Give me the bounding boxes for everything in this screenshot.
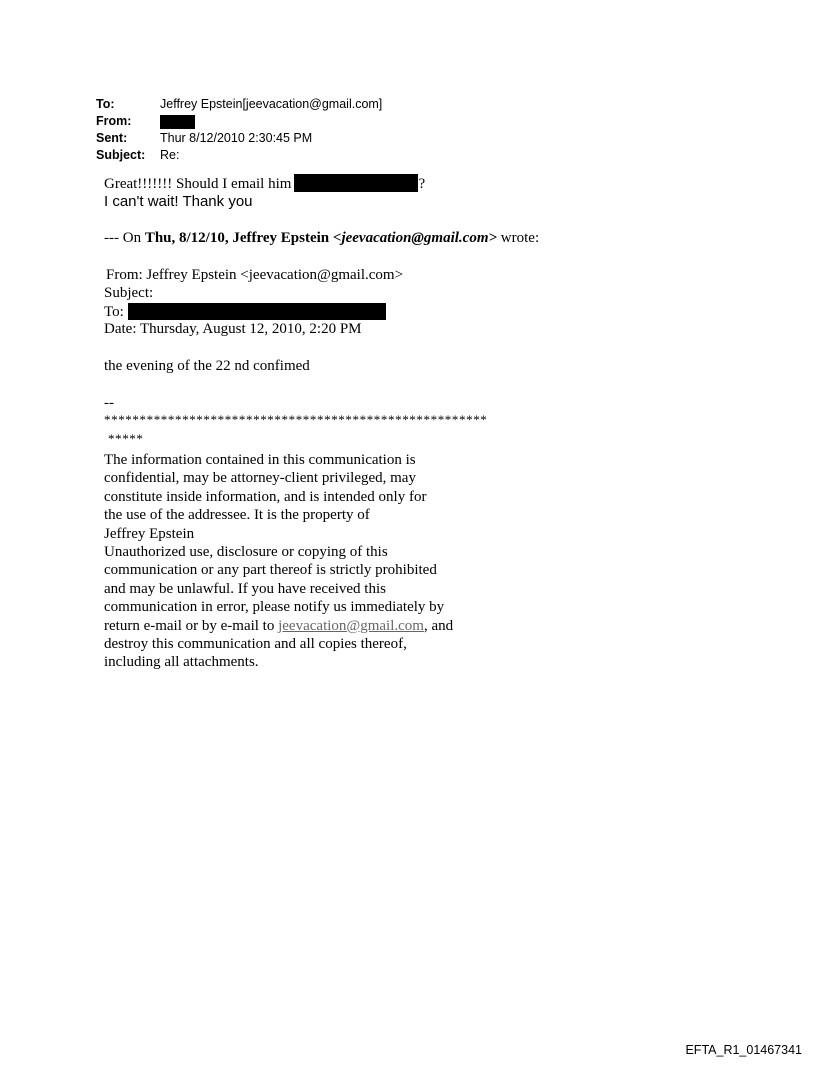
disclaimer-line: the use of the addressee. It is the property of xyxy=(104,507,370,524)
return-suffix: , and xyxy=(423,617,454,634)
confidentiality-disclaimer xyxy=(104,451,453,672)
signature-stars: ****************************************************** xyxy=(104,412,488,427)
quote-suffix: wrote: xyxy=(497,230,540,246)
disclaimer-line: communication or any part thereof is strictly prohibited xyxy=(104,562,437,579)
return-prefix: return e-mail or by e-mail to xyxy=(104,617,279,634)
disclaimer-line: confidential, may be attorney-client privileged, may xyxy=(104,470,416,487)
disclaimer-line: Jeffrey Epstein xyxy=(104,525,195,542)
sent-label: Sent: xyxy=(96,131,128,145)
to-value: Jeffrey Epstein[jeevacation@gmail.com] xyxy=(160,97,383,111)
quoted-to-line xyxy=(104,303,386,321)
header-from-row xyxy=(96,113,382,130)
disclaimer-return-line xyxy=(104,617,453,635)
disclaimer-line: The information contained in this communication is xyxy=(104,452,416,468)
email-link[interactable]: jeevacation@gmail.com xyxy=(278,617,424,634)
sent-value: Thur 8/12/2010 2:30:45 PM xyxy=(160,131,313,145)
disclaimer-line: Unauthorized use, disclosure or copying of this xyxy=(104,544,388,561)
disclaimer-line: constitute inside information, and is intended only for xyxy=(104,488,427,505)
redaction-block xyxy=(160,115,195,129)
header-to-row xyxy=(96,96,382,113)
quoted-body: the evening of the 22 nd confimed xyxy=(104,358,310,374)
redaction-block xyxy=(294,174,418,192)
email-header xyxy=(96,96,382,164)
quoted-subject: Subject: xyxy=(104,285,154,301)
disclaimer-line: and may be unlawful. If you have received this xyxy=(104,580,386,597)
reply-line-2: I can't wait! Thank you xyxy=(104,193,253,210)
quoted-from: From: Jeffrey Epstein <jeevacation@gmail.com> xyxy=(106,267,404,283)
quote-intro xyxy=(104,230,539,247)
header-subject-row xyxy=(96,147,382,164)
reply-text: Great!!!!!!! Should I email him xyxy=(104,176,292,192)
disclaimer-line: including all attachments. xyxy=(104,654,259,671)
quote-email: <jeevacation@gmail.com> xyxy=(332,230,498,246)
quoted-to: To: xyxy=(104,304,124,320)
from-label: From: xyxy=(96,114,132,128)
quoted-date: Date: Thursday, August 12, 2010, 2:20 PM xyxy=(104,321,362,337)
reply-line-1 xyxy=(104,174,425,193)
subject-label: Subject: xyxy=(96,148,146,162)
disclaimer-line: destroy this communication and all copies thereof, xyxy=(104,636,407,653)
reply-question-mark: ? xyxy=(418,176,426,192)
document-id: EFTA_R1_01467341 xyxy=(685,1043,802,1057)
disclaimer-line: communication in error, please notify us immediately by xyxy=(104,599,445,616)
signature-dashes: -- xyxy=(104,395,114,411)
quote-prefix: --- On xyxy=(104,230,145,246)
header-sent-row xyxy=(96,130,382,147)
signature-stars-short: ***** xyxy=(108,431,144,446)
subject-value: Re: xyxy=(160,148,180,162)
redaction-block xyxy=(128,303,386,320)
to-label: To: xyxy=(96,97,115,111)
quote-sender: Thu, 8/12/10, Jeffrey Epstein xyxy=(144,230,333,246)
